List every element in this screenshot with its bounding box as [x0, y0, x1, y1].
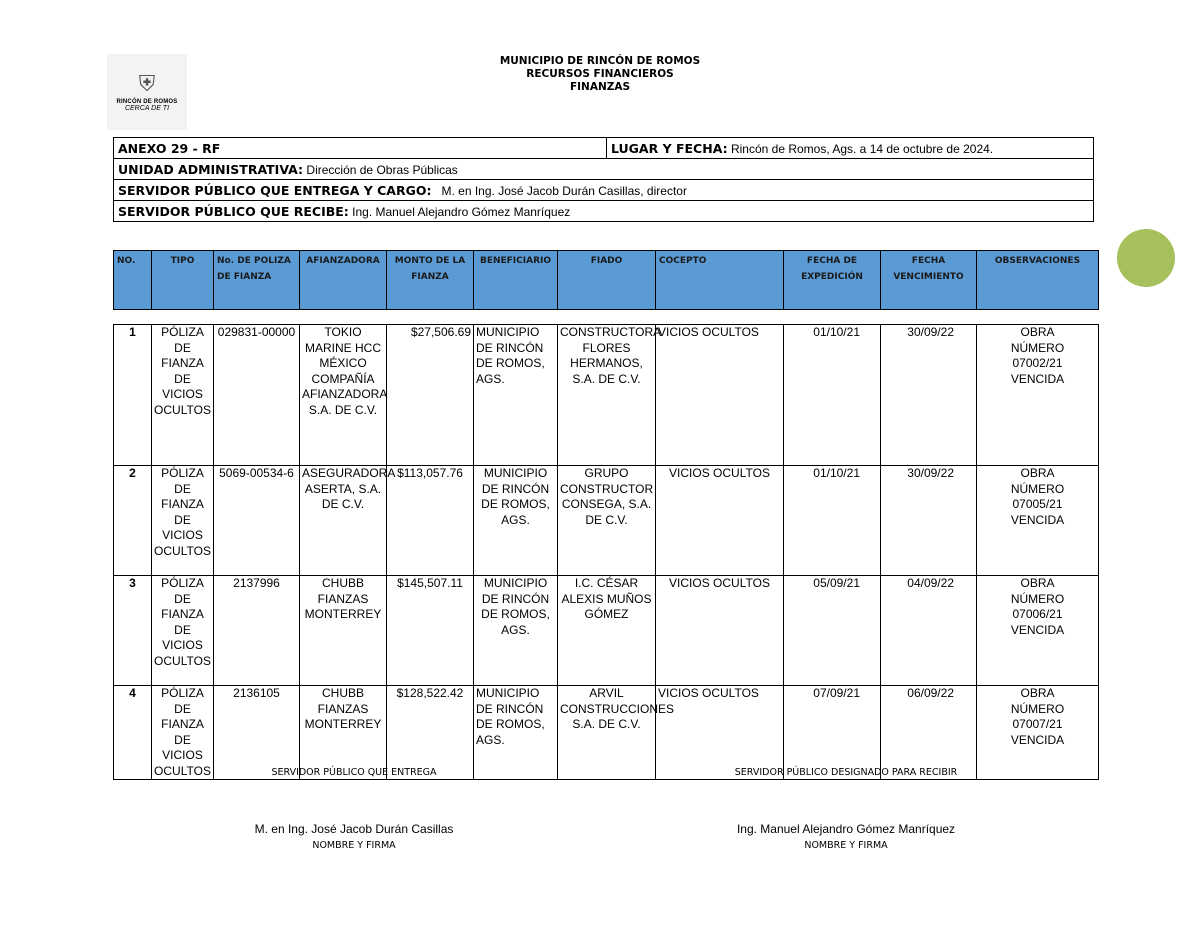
entrega-cell [114, 180, 1094, 201]
cell-poliza: 5069-00534-6 [214, 466, 300, 576]
cell-tipo: PÓLIZA DE FIANZA DE VICIOS OCULTOS [152, 576, 214, 686]
info-table [113, 137, 1094, 222]
lugar-cell [607, 138, 1094, 159]
cell-fiado: ARVIL CONSTRUCCIONES S.A. DE C.V. [558, 686, 656, 780]
col-header-observaciones: OBSERVACIONES [977, 251, 1099, 310]
cell-no: 2 [114, 466, 152, 576]
cell-vencimiento: 30/09/22 [881, 466, 977, 576]
document-header [0, 55, 1200, 94]
cell-afianzadora: TOKIO MARINE HCC MÉXICO COMPAÑÍA AFIANZADORA S.A. DE C.V. [300, 325, 387, 466]
cell-vencimiento: 04/09/22 [881, 576, 977, 686]
cell-beneficiario: MUNICIPIO DE RINCÓN DE ROMOS, AGS. [474, 325, 558, 466]
col-header-expedicion: FECHA DE EXPEDICIÓN [784, 251, 881, 310]
recibe-label: SERVIDOR PÚBLICO QUE RECIBE: [118, 203, 349, 219]
header-line-2: RECURSOS FINANCIEROS [526, 68, 674, 80]
cell-afianzadora: CHUBB FIANZAS MONTERREY [300, 686, 387, 780]
cell-beneficiario: MUNICIPIO DE RINCÓN DE ROMOS, AGS. [474, 686, 558, 780]
signature-left-caption: NOMBRE Y FIRMA [312, 840, 396, 851]
decorative-circle [1117, 229, 1175, 287]
cell-tipo: PÓLIZA DE FIANZA DE VICIOS OCULTOS [152, 686, 214, 780]
table-row [114, 466, 1099, 576]
cell-afianzadora: ASEGURADORA ASERTA, S.A. DE C.V. [300, 466, 387, 576]
header-line-3: FINANZAS [569, 81, 631, 93]
table-row [114, 686, 1099, 780]
col-header-fiado: FIADO [558, 251, 656, 310]
cell-vencimiento: 30/09/22 [881, 325, 977, 466]
col-header-vencimiento: FECHA VENCIMIENTO [881, 251, 977, 310]
signature-right-caption: NOMBRE Y FIRMA [804, 840, 888, 851]
cell-tipo: PÓLIZA DE FIANZA DE VICIOS OCULTOS [152, 466, 214, 576]
header-line-1: MUNICIPIO DE RINCÓN DE ROMOS [499, 55, 701, 67]
cell-expedicion: 07/09/21 [784, 686, 881, 780]
signature-left-title: SERVIDOR PÚBLICO QUE ENTREGA [271, 767, 437, 778]
recibe-value: Ing. Manuel Alejandro Gómez Manríquez [352, 204, 571, 219]
cell-monto: $128,522.42 [387, 686, 474, 780]
cell-poliza: 2137996 [214, 576, 300, 686]
cell-concepto: VICIOS OCULTOS [656, 576, 784, 686]
entrega-label: SERVIDOR PÚBLICO QUE ENTREGA Y CARGO: [118, 182, 432, 198]
logo-text-1: RINCÓN DE ROMOS [116, 98, 178, 105]
cell-fiado: CONSTRUCTORA FLORES HERMANOS, S.A. DE C.V. [558, 325, 656, 466]
signature-left-name: M. en Ing. José Jacob Durán Casillas [254, 822, 454, 836]
cell-observaciones: OBRA NÚMERO 07002/21 VENCIDA [977, 325, 1099, 466]
cell-monto: $113,057.76 [387, 466, 474, 576]
cell-monto: $27,506.69 [387, 325, 474, 466]
cell-expedicion: 01/10/21 [784, 325, 881, 466]
lugar-value: Rincón de Romos, Ags. a 14 de octubre de 2024. [730, 141, 994, 156]
anexo-label: ANEXO 29 - RF [118, 140, 221, 156]
cell-concepto: VICIOS OCULTOS [656, 686, 784, 780]
cell-observaciones: OBRA NÚMERO 07005/21 VENCIDA [977, 466, 1099, 576]
cell-tipo: PÓLIZA DE FIANZA DE VICIOS OCULTOS [152, 325, 214, 466]
cell-fiado: I.C. CÉSAR ALEXIS MUÑOS GÓMEZ [558, 576, 656, 686]
unidad-value: Dirección de Obras Públicas [306, 162, 458, 177]
cell-concepto: VICIOS OCULTOS [656, 325, 784, 466]
table-row [114, 325, 1099, 466]
unidad-label: UNIDAD ADMINISTRATIVA: [118, 161, 304, 177]
signature-right-name: Ing. Manuel Alejandro Gómez Manríquez [736, 822, 956, 836]
cell-fiado: GRUPO CONSTRUCTOR CONSEGA, S.A. DE C.V. [558, 466, 656, 576]
col-header-monto: MONTO DE LA FIANZA [387, 251, 474, 310]
logo-text-2: CERCA DE TI [124, 104, 170, 112]
entrega-value: M. en Ing. José Jacob Durán Casillas, director [441, 183, 687, 198]
cell-no: 4 [114, 686, 152, 780]
cell-expedicion: 05/09/21 [784, 576, 881, 686]
col-header-afianzadora: AFIANZADORA [300, 251, 387, 310]
cell-beneficiario: MUNICIPIO DE RINCÓN DE ROMOS, AGS. [474, 466, 558, 576]
cell-no: 3 [114, 576, 152, 686]
cell-observaciones: OBRA NÚMERO 07006/21 VENCIDA [977, 576, 1099, 686]
col-header-tipo: TIPO [152, 251, 214, 310]
lugar-label: LUGAR Y FECHA: [611, 140, 728, 156]
recibe-cell [114, 201, 1094, 222]
unidad-cell [114, 159, 1094, 180]
signature-right-title: SERVIDOR PÚBLICO DESIGNADO PARA RECIBIR [734, 767, 958, 778]
col-header-concepto: COCEPTO [656, 251, 784, 310]
cell-vencimiento: 06/09/22 [881, 686, 977, 780]
cell-afianzadora: CHUBB FIANZAS MONTERREY [300, 576, 387, 686]
column-header-table [113, 250, 1099, 310]
bonds-table [113, 324, 1099, 780]
cell-observaciones: OBRA NÚMERO 07007/21 VENCIDA [977, 686, 1099, 780]
cell-monto: $145,507.11 [387, 576, 474, 686]
cell-poliza: 029831-00000 [214, 325, 300, 466]
col-header-poliza: No. DE POLIZA DE FIANZA [214, 251, 300, 310]
cell-concepto: VICIOS OCULTOS [656, 466, 784, 576]
anexo-cell [114, 138, 607, 159]
cell-beneficiario: MUNICIPIO DE RINCÓN DE ROMOS, AGS. [474, 576, 558, 686]
cell-expedicion: 01/10/21 [784, 466, 881, 576]
cell-no: 1 [114, 325, 152, 466]
coat-of-arms-icon: ⛨ [138, 70, 156, 96]
col-header-beneficiario: BENEFICIARIO [474, 251, 558, 310]
table-row [114, 576, 1099, 686]
col-header-no: NO. [114, 251, 152, 310]
cell-poliza: 2136105 [214, 686, 300, 780]
